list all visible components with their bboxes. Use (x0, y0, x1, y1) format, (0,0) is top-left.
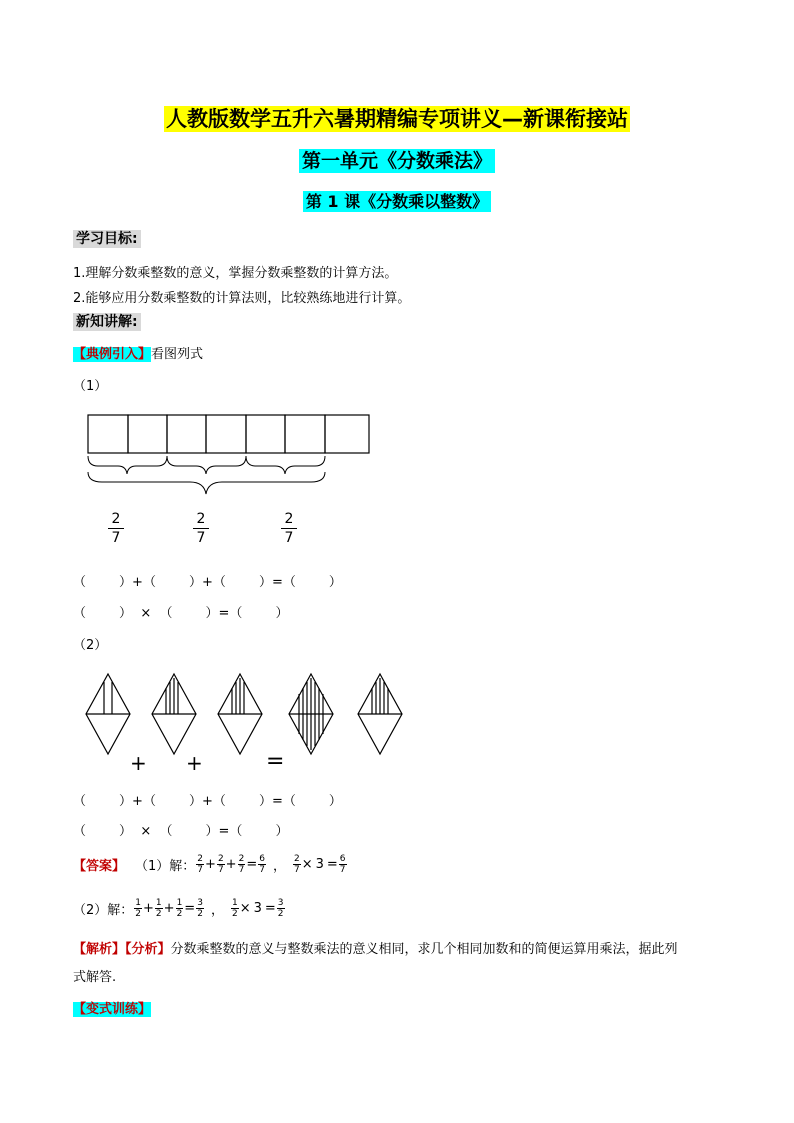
rhombus-5 (358, 674, 402, 754)
separator: ， (210, 903, 224, 918)
fraction-numerator: 2 (281, 510, 298, 529)
rhombus-1 (86, 674, 130, 754)
answer-part2-prefix: （2）解： (73, 903, 134, 918)
frac-num: 2 (217, 854, 224, 864)
analysis-block (73, 936, 733, 992)
bar-cell-2 (128, 415, 167, 453)
frac-num: 2 (238, 854, 245, 864)
practice-tag: 【变式训练】 (73, 1002, 152, 1017)
frac-den: 2 (135, 909, 142, 919)
small-brace-2 (167, 456, 246, 474)
analysis-line-2: 式解答. (73, 970, 117, 985)
frac-den: 2 (176, 909, 183, 919)
answer-frac (155, 898, 163, 919)
frac-num: 1 (176, 898, 183, 908)
example-tag: 【典例引入】 (73, 347, 152, 362)
frac-num: 3 (197, 898, 203, 908)
problem1-fraction-2 (186, 510, 216, 547)
document-title (0, 103, 794, 133)
times-sign: × (239, 901, 251, 916)
unit-title-text: 第一单元《分数乘法》 (299, 149, 495, 173)
example-text: 看图列式 (151, 347, 204, 362)
practice-heading (73, 998, 151, 1017)
new-knowledge-heading (73, 311, 141, 331)
frac-den: 2 (277, 909, 284, 919)
new-knowledge-heading-text: 新知讲解: (73, 313, 141, 331)
analysis-tag: 【解析】【分析】 (73, 942, 171, 957)
answer-line-1 (73, 854, 348, 875)
answer-frac (231, 898, 239, 919)
frac-den: 7 (293, 865, 300, 875)
frac-den: 7 (217, 865, 224, 875)
bar-cell-4 (206, 415, 246, 453)
answer-line-2 (73, 898, 286, 919)
rhombus-4 (289, 674, 333, 754)
goal-item-2: 2.能够应用分数乘整数的计算法则，比较熟练地进行计算。 (73, 291, 411, 306)
frac-den: 7 (259, 865, 265, 875)
equals-sign: = (264, 901, 276, 916)
goals-heading-text: 学习目标: (73, 230, 141, 248)
lesson-title-text: 第 1 课《分数乘以整数》 (303, 191, 491, 212)
frac-num: 6 (339, 854, 346, 864)
answer-frac (134, 898, 142, 919)
problem2-rhombus-diagram (80, 670, 420, 760)
answer-part1-prefix: （1）解： (135, 859, 196, 874)
bar-cell-3 (167, 415, 206, 453)
problem1-addition-blanks[interactable]: （ ）+（ ）+（ ）=（ ） (73, 575, 342, 590)
small-brace-3 (246, 456, 325, 474)
plus-sign: + (225, 857, 237, 872)
problem2-label: （2） (73, 638, 108, 653)
equals-sign: = (184, 901, 196, 916)
plus-sign: + (143, 901, 154, 916)
problem1-fraction-3 (274, 510, 304, 547)
fraction-denominator: 7 (111, 530, 121, 546)
fraction-numerator: 2 (193, 510, 210, 529)
plus-sign: + (205, 857, 216, 872)
mul-factor: 3 (315, 857, 324, 872)
rhombus-3 (218, 674, 262, 754)
frac-den: 7 (238, 865, 245, 875)
problem1-multiplication-blanks[interactable]: （ ） × （ ）=（ ） (73, 606, 289, 621)
problem2-equals: = (266, 749, 285, 774)
bar-cell-6 (285, 415, 325, 453)
frac-den: 2 (155, 909, 162, 919)
bar-cell-1 (88, 415, 128, 453)
problem1-label: （1） (73, 379, 108, 394)
problem2-plus-2: + (186, 751, 203, 775)
answer-frac (196, 898, 204, 919)
bar-cells (88, 415, 369, 453)
answer-frac (277, 898, 285, 919)
fraction-denominator: 7 (284, 530, 294, 546)
frac-den: 7 (197, 865, 204, 875)
bar-cell-7 (325, 415, 369, 453)
goals-heading (73, 228, 141, 248)
bar-cell-5 (246, 415, 285, 453)
times-sign: × (301, 857, 313, 872)
fraction-denominator: 7 (196, 530, 206, 546)
frac-num: 2 (197, 854, 204, 864)
rhombus-2 (152, 674, 196, 754)
document-title-text: 人教版数学五升六暑期精编专项讲义—新课衔接站 (166, 107, 628, 131)
answer-frac (196, 854, 204, 875)
frac-num: 1 (231, 898, 238, 908)
frac-den: 2 (231, 909, 238, 919)
frac-den: 2 (197, 909, 203, 919)
lesson-title (0, 189, 794, 212)
unit-title (0, 146, 794, 173)
goal-item-1: 1.理解分数乘整数的意义，掌握分数乘整数的计算方法。 (73, 266, 398, 281)
fraction-numerator: 2 (108, 510, 125, 529)
large-brace (88, 472, 325, 494)
problem2-multiplication-blanks[interactable]: （ ） × （ ）=（ ） (73, 824, 289, 839)
answer-tag: 【答案】 (73, 859, 126, 874)
plus-sign: + (163, 901, 175, 916)
equals-sign: = (326, 857, 338, 872)
equals-sign: = (246, 857, 258, 872)
problem2-plus-1: + (130, 751, 147, 775)
answer-frac (339, 854, 347, 875)
frac-num: 3 (277, 898, 284, 908)
analysis-text-1: 分数乘整数的意义与整数乘法的意义相同，求几个相同加数和的简便运算用乘法，据此列 (170, 942, 678, 957)
frac-num: 6 (259, 854, 265, 864)
answer-frac (238, 854, 246, 875)
answer-frac (258, 854, 266, 875)
separator: ， (272, 859, 286, 874)
frac-num: 2 (293, 854, 300, 864)
frac-num: 1 (155, 898, 162, 908)
problem2-addition-blanks[interactable]: （ ）+（ ）+（ ）=（ ） (73, 794, 342, 809)
small-brace-1 (88, 456, 167, 474)
analysis-line-1 (73, 936, 733, 964)
answer-frac (176, 898, 184, 919)
example-intro (73, 343, 203, 362)
problem1-fraction-1 (101, 510, 131, 547)
problem1-bar-diagram (80, 410, 380, 500)
answer-frac (293, 854, 301, 875)
answer-frac (217, 854, 225, 875)
mul-factor: 3 (253, 901, 262, 916)
frac-num: 1 (135, 898, 142, 908)
frac-den: 7 (339, 865, 346, 875)
